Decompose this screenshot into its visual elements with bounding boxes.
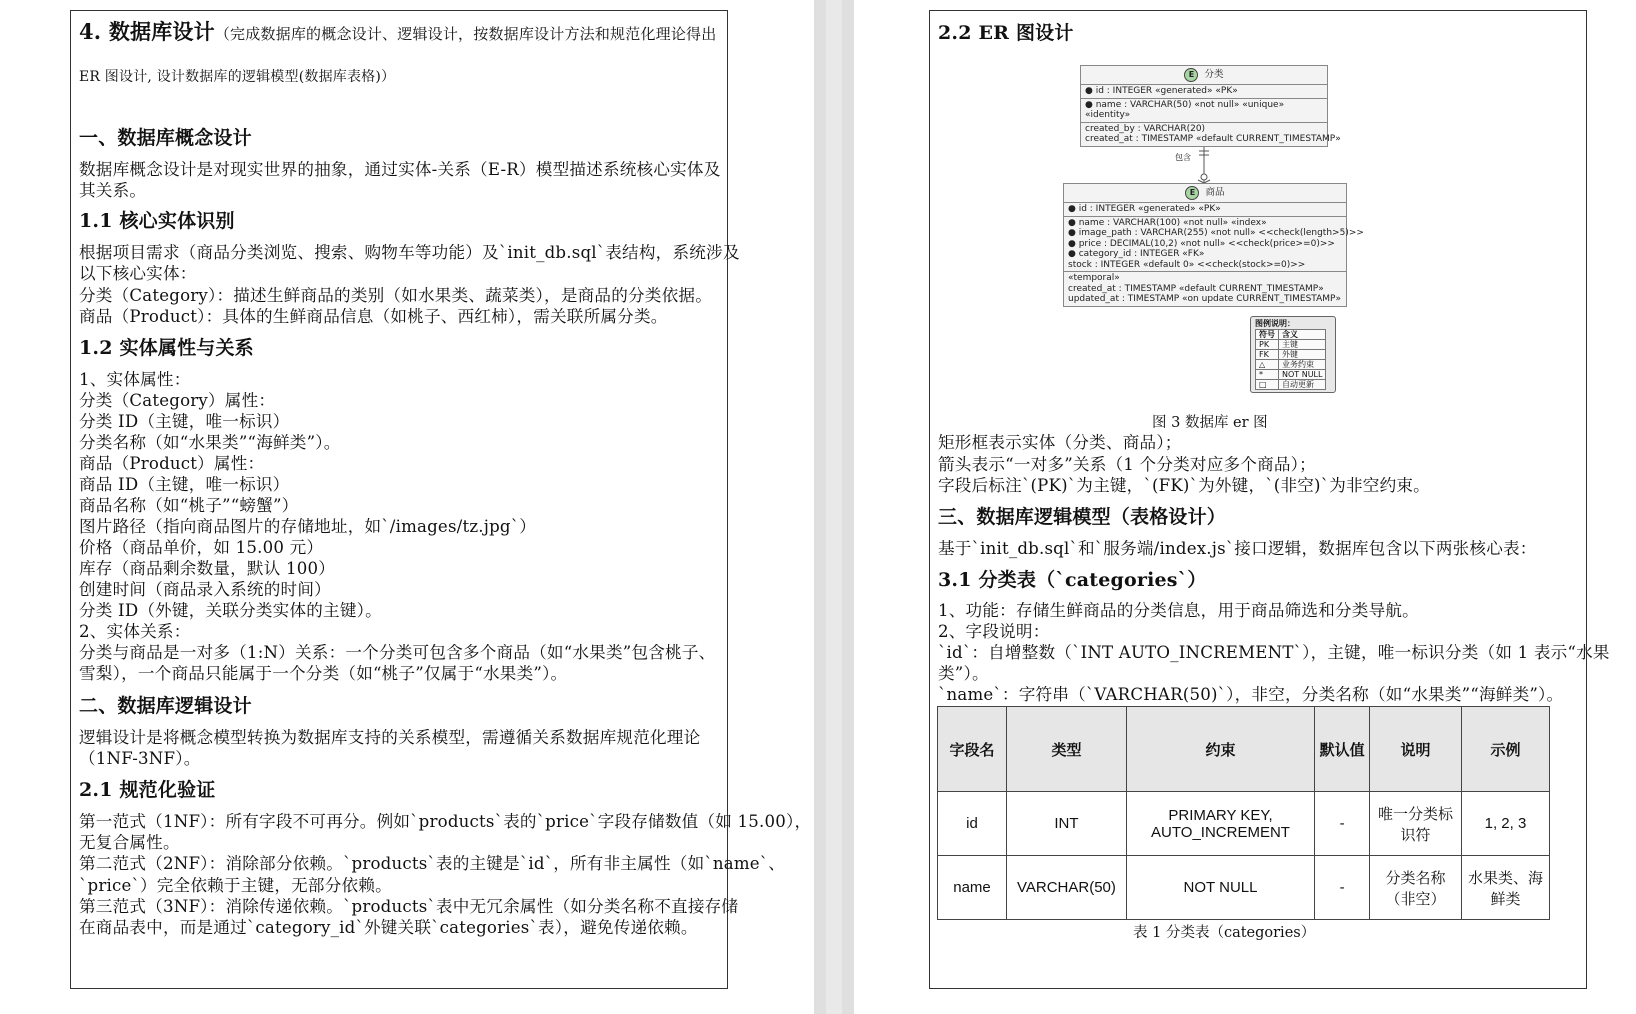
table-cell: 分类名称（非空） [1369,856,1461,920]
paragraph: 根据项目需求（商品分类浏览、搜索、购物车等功能）及`init_db.sql`表结构，系统涉及 [79,243,740,262]
legend-title: 图例说明： [1255,319,1295,328]
document-page-left [70,10,812,989]
legend-row: 符号 含义 [1256,329,1326,339]
er-attribute: ● id : INTEGER «generated» «PK» [1068,204,1221,214]
subsection-title-entity: 1.1 核心实体识别 [79,210,235,232]
attribute-line: 创建时间（商品录入系统的时间） [79,580,331,599]
er-attribute-group [1064,203,1346,217]
paragraph: 其关系。 [79,181,147,200]
normalization-line: 在商品表中，而是通过`category_id`外键关联`categories`表），避免传递依赖。 [79,918,698,937]
paragraph: 分类（Category）：描述生鲜商品的类别（如水果类、蔬菜类），是商品的分类依据。 [79,286,712,305]
er-attribute: created_at : TIMESTAMP «default CURRENT_TIMESTAMP» [1068,283,1324,294]
legend-row: PK 主键 [1256,339,1326,349]
table-cell: INT [1007,792,1127,856]
er-attribute: ● name : VARCHAR(50) «not null» «unique» [1085,99,1285,110]
entity-icon: E [1185,186,1199,200]
er-entity-category [1080,65,1341,147]
attribute-line: 分类 ID（外键，关联分类实体的主键）。 [79,601,382,620]
subsection-title-er: 2.2 ER 图设计 [938,22,1074,44]
er-attribute: created_at : TIMESTAMP «default CURRENT_TIMESTAMP» [1085,134,1341,144]
table-caption: 表 1 分类表（categories） [1133,925,1316,941]
table-header-cell: 约束 [1126,707,1314,792]
table-header-cell: 默认值 [1315,707,1370,792]
table-header-cell: 类型 [1007,707,1127,792]
normalization-line: 第二范式（2NF）：消除部分依赖。`products`表的主键是`id`，所有非主属性（如`name`、 [79,854,786,874]
attribute-line: 价格（商品单价，如 15.00 元） [79,538,324,557]
paragraph: 基于`init_db.sql`和`服务端/index.js`接口逻辑，数据库包含以下两张核心表： [938,539,1537,558]
er-entity-title: E 商品 [1064,184,1346,203]
attribute-line: 库存（商品剩余数量，默认 100） [79,559,336,578]
er-attribute: created_by : VARCHAR(20) [1085,123,1206,134]
field-description-line: 类”）。 [938,664,989,683]
normalization-line: 无复合属性。 [79,833,180,853]
table-cell: - [1315,856,1370,920]
er-attribute: «temporal» [1068,273,1120,283]
attribute-line: 分类与商品是一对多（1:N）关系：一个分类可包含多个商品（如“水果类”包含桃子、 [79,643,716,662]
figure-caption: 图 3 数据库 er 图 [1152,415,1268,431]
er-attribute: «identity» [1085,110,1131,120]
er-attribute-group [1064,217,1364,273]
attribute-line: 分类（Category）属性： [79,391,276,410]
paragraph: 数据库概念设计是对现实世界的抽象，通过实体-关系（E-R）模型描述系统核心实体及 [79,160,721,179]
legend-row: * NOT NULL [1256,369,1326,379]
section-title-logical-model: 三、数据库逻辑模型（表格设计） [938,506,1227,528]
normalization-line: `price`）完全依赖于主键，无部分依赖。 [79,875,392,895]
er-attribute: ● id : INTEGER «generated» «PK» [1085,86,1238,96]
er-relationship-connector [1192,147,1222,183]
document-page-right [929,10,1610,989]
table-cell: PRIMARY KEY, AUTO_INCREMENT [1126,792,1314,856]
attribute-line: 商品名称（如“桃子”“螃蟹”） [79,496,299,515]
attribute-line: 分类 ID（主键，唯一标识） [79,412,290,431]
figure-note-line: 矩形框表示实体（分类、商品）； [938,433,1182,452]
section-title-conceptual: 一、数据库概念设计 [79,127,252,149]
section-title-logical: 二、数据库逻辑设计 [79,695,252,717]
table-cell: 1, 2, 3 [1461,792,1549,856]
table-header-cell: 字段名 [938,707,1007,792]
figure-note-line: 箭头表示“一对多”关系（1 个分类对应多个商品）； [938,454,1316,474]
table-header-cell: 说明 [1369,707,1461,792]
attribute-line: 商品（Product）属性： [79,454,265,473]
main-heading: 4. 数据库设计（完成数据库的概念设计、逻辑设计，按数据库设计方法和规范化理论得出 [79,19,717,44]
er-legend [1250,316,1336,393]
legend-row: △ 业务约束 [1256,359,1326,369]
paragraph: 逻辑设计是将概念模型转换为数据库支持的关系模型，需遵循关系数据库规范化理论 [79,728,701,747]
subsection-title-categories: 3.1 分类表（`categories`） [938,569,1207,591]
legend-row: □ 自动更新 [1256,379,1326,389]
table-cell: name [938,856,1007,920]
er-attribute: stock : INTEGER «default 0» <<check(stock>=0)>> [1068,259,1306,270]
table-cell: VARCHAR(50) [1007,856,1127,920]
table-row [938,792,1550,856]
normalization-line: 第一范式（1NF）：所有字段不可再分。例如`products`表的`price`字段存储数值（如 15.00）， [79,812,812,831]
paragraph: （1NF-3NF）。 [79,749,201,768]
attribute-line: 1、实体属性： [79,370,191,389]
main-heading-note: ER 图设计, 设计数据库的逻辑模型(数据库表格)） [79,69,396,85]
paragraph: 以下核心实体： [79,264,197,283]
attribute-line: 分类名称（如“水果类”“海鲜类”）。 [79,433,341,452]
er-attribute-group [1081,99,1327,123]
field-description-line: `name`：字符串（`VARCHAR(50)`），非空，分类名称（如“水果类”“海鲜类”）。 [938,685,1564,704]
subsection-title-attributes: 1.2 实体属性与关系 [79,337,254,359]
er-attribute-group [1064,272,1346,306]
table-cell: - [1315,792,1370,856]
legend-row: FK 外键 [1256,349,1326,359]
table-cell: NOT NULL [1126,856,1314,920]
er-attribute: updated_at : TIMESTAMP «on update CURRENT_TIMESTAMP» [1068,294,1341,304]
er-attribute-group [1081,85,1327,99]
attribute-line: 2、实体关系： [79,622,191,641]
field-description-line: `id`：自增整数（`INT AUTO_INCREMENT`），主键，唯一标识分类（如 1 表示“水果 [938,643,1610,662]
attribute-line: 商品 ID（主键，唯一标识） [79,475,290,494]
attribute-line: 雪梨），一个商品只能属于一个分类（如“桃子”仅属于“水果类”）。 [79,664,568,683]
er-entity-title: E 分类 [1081,66,1327,85]
field-description-line: 1、功能：存储生鲜商品的分类信息，用于商品筛选和分类导航。 [938,601,1419,620]
figure-note-line: 字段后标注`(PK)`为主键，`(FK)`为外键，`(非空)`为非空约束。 [938,476,1430,495]
field-description-line: 2、字段说明： [938,622,1050,641]
er-attribute: ● category_id : INTEGER «FK» [1068,249,1205,259]
subsection-title-normalization: 2.1 规范化验证 [79,779,216,801]
table-cell: 水果类、海鲜类 [1461,856,1549,920]
table-cell: 唯一分类标识符 [1369,792,1461,856]
table-header-cell: 示例 [1461,707,1549,792]
paragraph: 商品（Product）：具体的生鲜商品信息（如桃子、西红柿），需关联所属分类。 [79,307,668,326]
entity-icon: E [1184,68,1198,82]
table-cell: id [938,792,1007,856]
categories-table [937,706,1550,920]
table-row [938,856,1550,920]
er-attribute: ● name : VARCHAR(100) «not null» «index» [1068,217,1267,228]
er-attribute: ● image_path : VARCHAR(255) «not null» <<check(length>5)>> [1068,228,1364,238]
normalization-line: 第三范式（3NF）：消除传递依赖。`products`表中无冗余属性（如分类名称不直接存储 [79,896,739,916]
er-relationship-label: 包含 [1175,153,1191,162]
er-attribute-group [1081,123,1341,146]
er-attribute: ● price : DECIMAL(10,2) «not null» <<check(price>=0)>> [1068,238,1335,249]
page-gutter-inner [826,0,842,1014]
attribute-line: 图片路径（指向商品图片的存储地址，如`/images/tz.jpg`） [79,517,537,536]
er-entity-product [1063,183,1364,307]
